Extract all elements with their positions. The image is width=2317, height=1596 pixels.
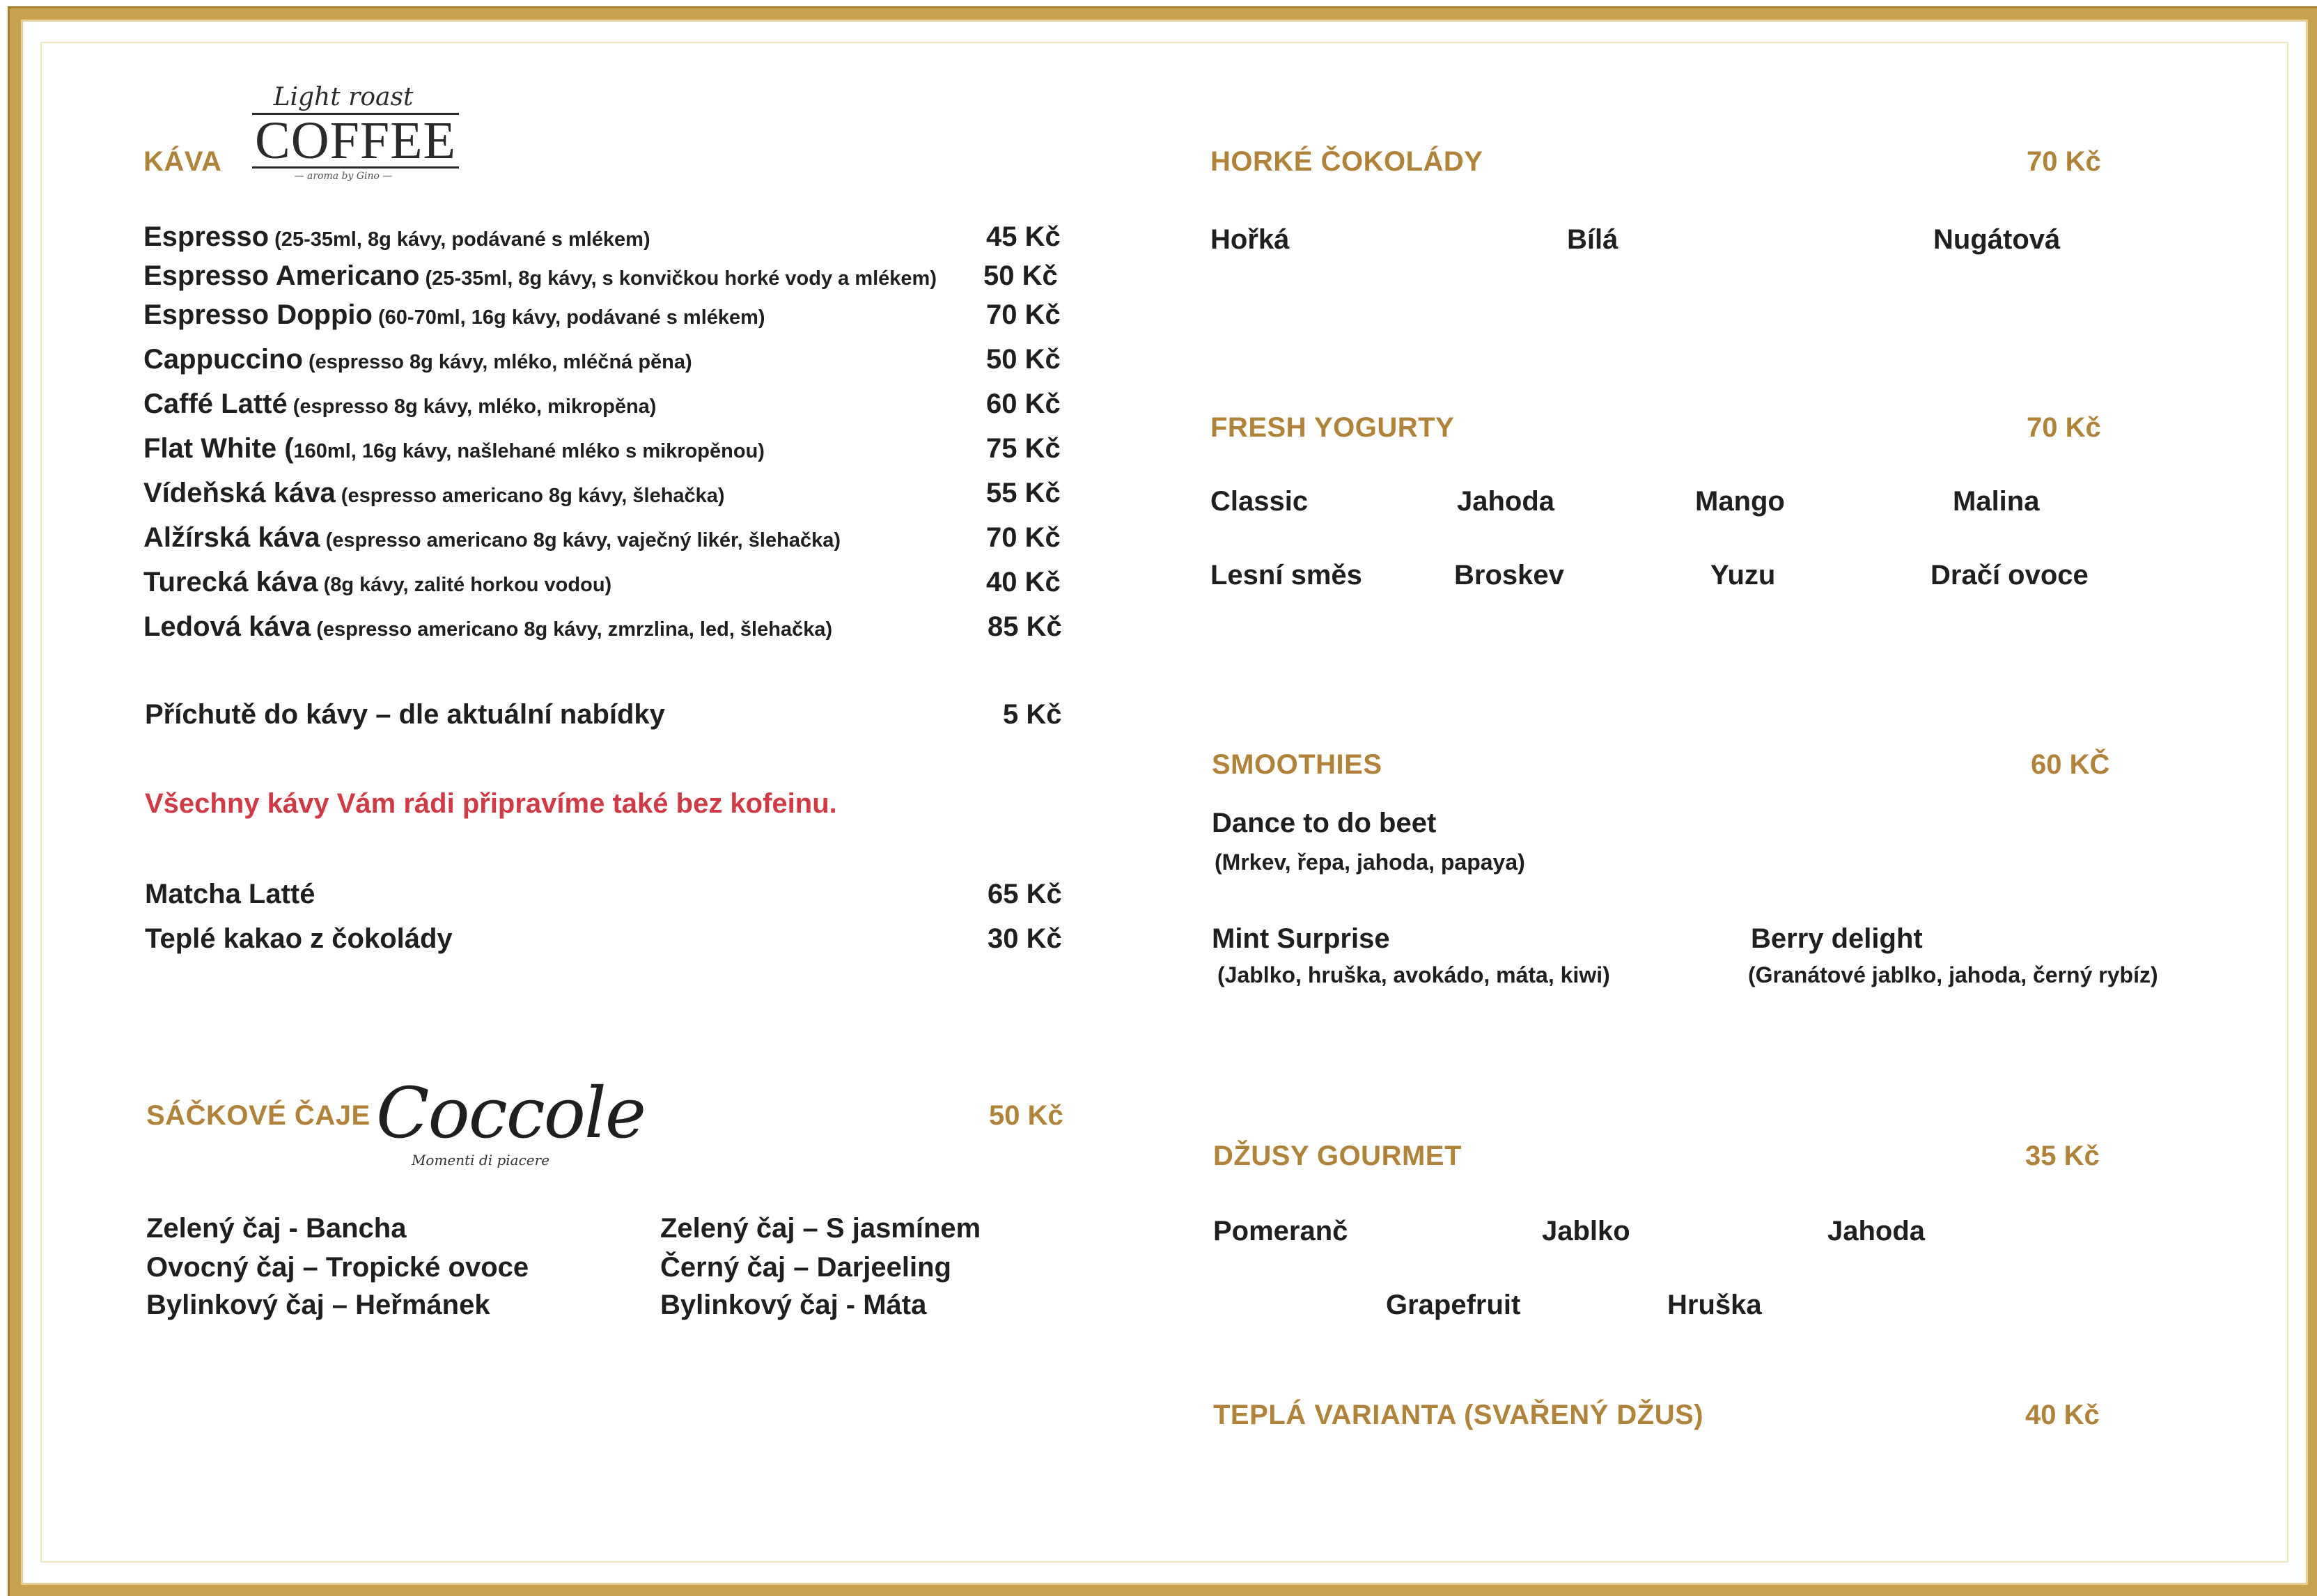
item-name: Alžírská káva xyxy=(143,522,320,553)
item-price: 50 Kč xyxy=(986,344,1061,375)
yogurt-item: Broskev xyxy=(1454,560,1564,590)
item-desc: (25-35ml, 8g kávy, s konvičkou horké vody a mlékem) xyxy=(419,267,937,290)
tea-item: Černý čaj – Darjeeling xyxy=(660,1252,951,1283)
tepla-varianta-price: 40 Kč xyxy=(2025,1400,2100,1430)
logo-coffee-word: COFFEE xyxy=(252,113,459,169)
item-name: Vídeňská káva xyxy=(143,478,336,508)
caje-heading: SÁČKOVÉ ČAJE xyxy=(146,1100,370,1131)
yogurt-item: Dračí ovoce xyxy=(1930,560,2089,590)
coccole-logo-tagline: Momenti di piacere xyxy=(411,1152,550,1168)
item-price: 70 Kč xyxy=(986,522,1061,553)
yogurty-price: 70 Kč xyxy=(2027,412,2101,443)
caje-price: 50 Kč xyxy=(989,1100,1063,1131)
coccole-logo xyxy=(376,1072,646,1173)
menu-item-alzirska-kava xyxy=(143,522,841,554)
flavors-label: Příchutě do kávy – dle aktuální nabídky xyxy=(145,699,665,730)
menu-item-flat-white xyxy=(143,433,765,464)
dzusy-heading: DŽUSY GOURMET xyxy=(1213,1141,1462,1171)
item-name: Caffé Latté xyxy=(143,389,288,419)
menu-item-espresso xyxy=(143,221,650,253)
item-price: 50 Kč xyxy=(983,260,1058,291)
dzusy-price: 35 Kč xyxy=(2025,1141,2100,1171)
light-roast-coffee-logo xyxy=(252,82,456,194)
yogurt-item: Jahoda xyxy=(1457,486,1555,517)
item-name: Espresso xyxy=(143,221,270,252)
item-desc: (25-35ml, 8g kávy, podávané s mlékem) xyxy=(269,228,650,251)
juice-item: Jahoda xyxy=(1827,1216,1926,1246)
item-desc: (espresso 8g kávy, mléko, mikropěna) xyxy=(287,396,657,418)
item-name: Espresso Doppio xyxy=(143,299,373,330)
smoothie-name: Berry delight xyxy=(1751,923,1923,954)
juice-item: Hruška xyxy=(1667,1290,1762,1320)
chocolate-item: Hořká xyxy=(1210,224,1290,255)
smoothies-heading: SMOOTHIES xyxy=(1212,749,1382,780)
tea-item: Zelený čaj - Bancha xyxy=(146,1213,407,1244)
item-desc: (espresso 8g kávy, mléko, mléčná pěna) xyxy=(302,351,692,373)
yogurt-item: Lesní směs xyxy=(1210,560,1362,590)
menu-item-teple-kakao: Teplé kakao z čokolády xyxy=(145,923,453,954)
item-desc: 160ml, 16g kávy, našlehané mléko s mikropěnou) xyxy=(293,440,765,462)
juice-item: Jablko xyxy=(1542,1216,1630,1246)
item-price: 75 Kč xyxy=(986,433,1061,464)
smoothie-desc: (Mrkev, řepa, jahoda, papaya) xyxy=(1215,850,1525,875)
item-price: 40 Kč xyxy=(986,567,1061,597)
item-price: 55 Kč xyxy=(986,478,1061,508)
item-desc: (espresso americano 8g kávy, šlehačka) xyxy=(335,485,725,507)
yogurt-item: Mango xyxy=(1695,486,1785,517)
item-name: Turecká káva xyxy=(143,567,318,597)
smoothie-desc: (Jablko, hruška, avokádo, máta, kiwi) xyxy=(1217,962,1610,987)
smoothie-name: Mint Surprise xyxy=(1212,923,1390,954)
decaf-note: Všechny kávy Vám rádi připravíme také bez kofeinu. xyxy=(145,788,837,819)
yogurt-item: Malina xyxy=(1953,486,2040,517)
cokolady-heading: HORKÉ ČOKOLÁDY xyxy=(1210,146,1483,177)
tea-item: Bylinkový čaj - Máta xyxy=(660,1290,927,1320)
cokolady-price: 70 Kč xyxy=(2027,146,2101,177)
chocolate-item: Nugátová xyxy=(1933,224,2061,255)
item-price: 60 Kč xyxy=(986,389,1061,419)
tea-item: Zelený čaj – S jasmínem xyxy=(660,1213,981,1244)
menu-item-cappuccino xyxy=(143,344,692,375)
item-name: Espresso Americano xyxy=(143,260,420,291)
menu-item-ledova-kava xyxy=(143,611,832,643)
item-name: Cappuccino xyxy=(143,344,303,375)
item-price: 70 Kč xyxy=(986,299,1061,330)
smoothies-price: 60 KČ xyxy=(2031,749,2110,780)
item-desc: (espresso americano 8g kávy, vaječný likér, šlehačka) xyxy=(320,529,841,551)
juice-item: Grapefruit xyxy=(1386,1290,1521,1320)
logo-tagline: — aroma by Gino — xyxy=(294,171,393,182)
menu-item-turecka-kava xyxy=(143,567,611,598)
menu-item-videnska-kava xyxy=(143,478,725,509)
coccole-logo-name: Coccole xyxy=(376,1072,646,1154)
item-desc: (8g kávy, zalité horkou vodou) xyxy=(318,574,612,596)
juice-item: Pomeranč xyxy=(1213,1216,1348,1246)
item-price: 30 Kč xyxy=(988,923,1062,954)
tea-item: Bylinkový čaj – Heřmánek xyxy=(146,1290,490,1320)
smoothie-desc: (Granátové jablko, jahoda, černý rybíz) xyxy=(1748,962,2158,987)
yogurt-item: Classic xyxy=(1210,486,1309,517)
item-price: 65 Kč xyxy=(988,879,1062,909)
yogurt-item: Yuzu xyxy=(1710,560,1776,590)
item-desc: (60-70ml, 16g kávy, podávané s mlékem) xyxy=(372,306,765,329)
menu-item-caffe-latte xyxy=(143,389,656,420)
logo-script: Light roast xyxy=(273,83,414,111)
kava-heading: KÁVA xyxy=(143,146,222,177)
item-desc: (espresso americano 8g kávy, zmrzlina, led, šlehačka) xyxy=(311,618,833,641)
yogurty-heading: FRESH YOGURTY xyxy=(1210,412,1455,443)
menu-item-matcha-latte: Matcha Latté xyxy=(145,879,315,909)
flavors-price: 5 Kč xyxy=(1003,699,1062,730)
item-price: 45 Kč xyxy=(986,221,1061,252)
smoothie-name: Dance to do beet xyxy=(1212,808,1437,838)
item-name: Ledová káva xyxy=(143,611,311,642)
tea-item: Ovocný čaj – Tropické ovoce xyxy=(146,1252,529,1283)
tepla-varianta-heading: TEPLÁ VARIANTA (SVAŘENÝ DŽUS) xyxy=(1213,1400,1704,1430)
menu-item-espresso-americano xyxy=(143,260,937,292)
chocolate-item: Bílá xyxy=(1567,224,1618,255)
item-name: Flat White ( xyxy=(143,433,294,464)
item-price: 85 Kč xyxy=(988,611,1062,642)
menu-item-espresso-doppio xyxy=(143,299,765,331)
